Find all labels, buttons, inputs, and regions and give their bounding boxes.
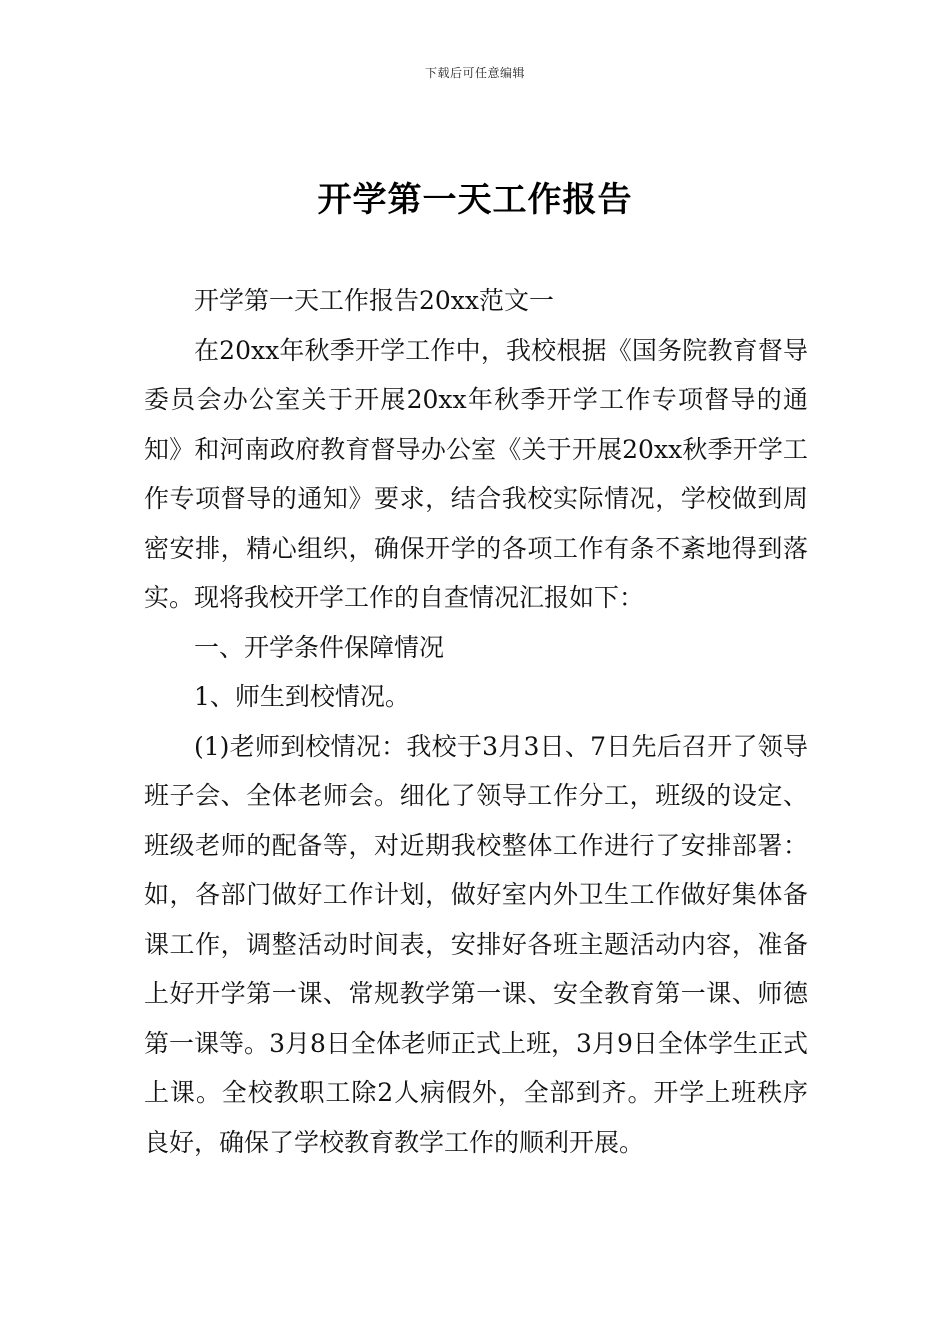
teacher-arrival-paragraph: (1)老师到校情况：我校于3月3日、7日先后召开了领导班子会、全体老师会。细化了领导工作分工，班级的设定、班级老师的配备等，对近期我校整体工作进行了安排部署：如，各部门做好工作计划，做好室内外卫生工作做好集体备课工作，调整活动时间表，安排好各班主题活动内容，准备上好开学第一课、常规教学第一课、安全教育第一课、师德第一课等。3月8日全体老师正式上班，3月9日全体学生正式上课。全校教职工除2人病假外，全部到齐。开学上班秩序良好，确保了学校教育教学工作的顺利开展。 (144, 731, 808, 1157)
subsection-heading: 1、师生到校情况。 (194, 682, 410, 711)
document-body (144, 276, 808, 1167)
subtitle-paragraph: 开学第一天工作报告20xx范文一 (194, 286, 555, 315)
header-note: 下载后可任意编辑 (424, 66, 525, 80)
document-title: 开学第一天工作报告 (317, 180, 633, 220)
intro-paragraph: 在20xx年秋季开学工作中，我校根据《国务院教育督导委员会办公室关于开展20xx年秋季开学工作专项督导的通知》和河南政府教育督导办公室《关于开展20xx秋季开学工作专项督导的通知》要求，结合我校实际情况，学校做到周密安排，精心组织，确保开学的各项工作有条不紊地得到落实。现将我校开学工作的自查情况汇报如下： (144, 335, 808, 612)
section-heading: 一、开学条件保障情况 (194, 632, 445, 662)
